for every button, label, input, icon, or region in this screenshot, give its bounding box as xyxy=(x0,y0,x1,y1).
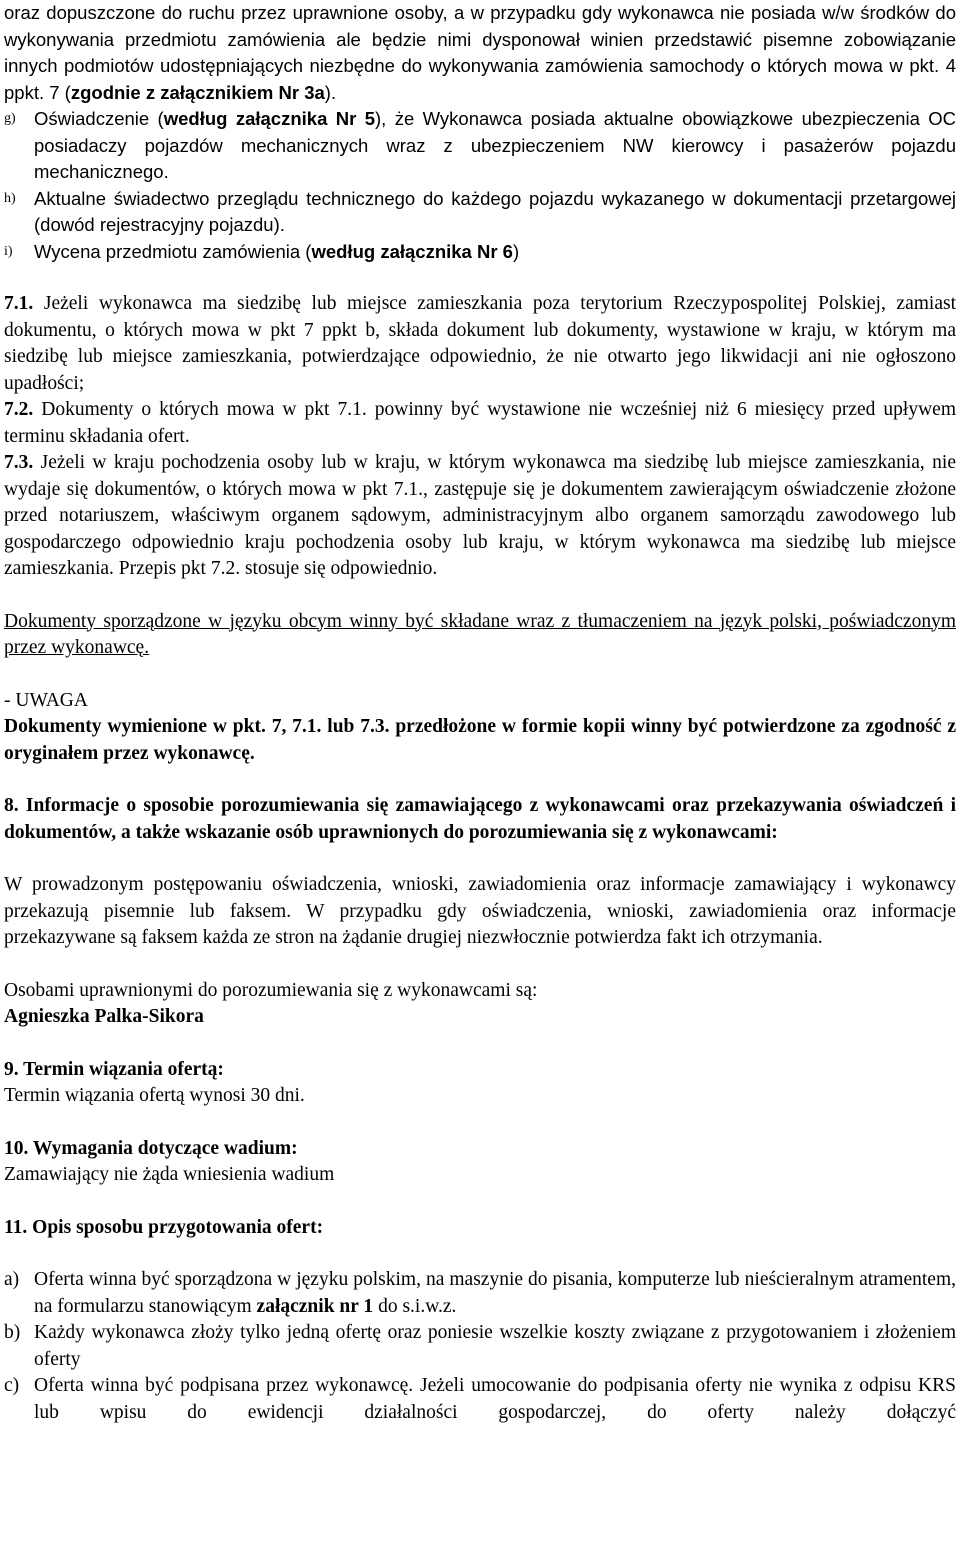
section-9-body: Termin wiązania ofertą wynosi 30 dni. xyxy=(4,1085,305,1106)
section-8-person: Agnieszka Palka-Sikora xyxy=(4,1006,204,1027)
list-item-text: Oświadczenie (według załącznika Nr 5), że Wykonawca posiada aktualne obowiązkowe ubezpieczenia OC posiadaczy pojazdów mechanicznych wraz z ubezpieczeniem NW kierowcy i pasażerów pojazdu mechanicznego. xyxy=(34,108,956,182)
list-item-text: Oferta winna być podpisana przez wykonawcę. Jeżeli umocowanie do podpisania oferty nie wynika z odpisu KRS lub wpisu do ewidencji działalności gospodarczej, do oferty należy dołączyć xyxy=(34,1375,956,1423)
section-8-heading: 8. Informacje o sposobie porozumiewania się zamawiającego z wykonawcami oraz przekazywania oświadczeń i dokumentów, a także wskazanie osób uprawnionych do porozumiewania się z wykonawcami: xyxy=(4,795,956,843)
list-item-11a xyxy=(4,1267,956,1320)
list-item-11c xyxy=(4,1373,956,1426)
section-9-heading: 9. Termin wiązania ofertą: xyxy=(4,1058,224,1080)
section-number: 7.2. xyxy=(4,399,34,420)
section-text: Dokumenty o których mowa w pkt 7.1. powinny być wystawione nie wcześniej niż 6 miesięcy przed upływem terminu składania ofert. xyxy=(4,399,956,447)
list-item-i xyxy=(4,239,956,266)
section-7-3 xyxy=(4,450,956,583)
list-marker: g) xyxy=(4,111,16,126)
translation-note: Dokumenty sporządzone w języku obcym winny być składane wraz z tłumaczeniem na język polski, poświadczonym przez wykonawcę. xyxy=(4,610,956,658)
list-marker: i) xyxy=(4,243,13,259)
list-marker: a) xyxy=(4,1269,20,1290)
attachment-ref: według załącznika Nr 5 xyxy=(163,108,375,129)
section-text: Jeżeli w kraju pochodzenia osoby lub w kraju, w którym wykonawca ma siedzibę lub miejsce zamieszkania, nie wydaje się dokumentów, o których mowa w pkt 7.1., zastępuje się je dokumentem zawierającym oświadczenie złożone przed notariuszem, właściwym organem sądowym, administracyjnym albo organem samorządu zawodowego lub gospodarczego odpowiednio kraju pochodzenia osoby lub kraju, w którym wykonawca ma siedzibę lub miejsce zamieszkania. Przepis pkt 7.2. stosuje się odpowiednio. xyxy=(4,452,956,579)
section-text: Jeżeli wykonawca ma siedzibę lub miejsce zamieszkania poza terytorium Rzeczypospolitej Polskiej, zamiast dokumentu, o których mowa w pkt 7 ppkt b, składa dokument lub dokumenty, wystawione w kraju, w którym ma siedzibę lub miejsce zamieszkania, potwierdzające odpowiednio, że nie otwarto jego likwidacji ani nie ogłoszono upadłości; xyxy=(4,293,956,394)
section-number: 7.3. xyxy=(4,452,34,473)
list-item-text: Wycena przedmiotu zamówienia (według załącznika Nr 6) xyxy=(34,240,520,262)
section-8-persons-label: Osobami uprawnionymi do porozumiewania się z wykonawcami są: xyxy=(4,979,538,1001)
list-item-text: Każdy wykonawca złoży tylko jedną ofertę oraz poniesie wszelkie koszty związane z przygotowaniem i złożeniem oferty xyxy=(34,1322,956,1370)
list-marker: c) xyxy=(4,1375,20,1396)
list-item-h xyxy=(4,186,956,239)
section-7-1 xyxy=(4,291,956,397)
intro-paragraph xyxy=(4,0,956,106)
section-7-2 xyxy=(4,397,956,450)
list-item-g xyxy=(4,106,956,186)
list-item-text: Oferta winna być sporządzona w języku polskim, na maszynie do pisania, komputerze lub nieścieralnym atramentem, na formularzu stanowiącym załącznik nr 1 do s.i.w.z. xyxy=(34,1269,956,1317)
list-item-text: Aktualne świadectwo przeglądu technicznego do każdego pojazdu wykazanego w dokumentacji przetargowej (dowód rejestracyjny pojazdu). xyxy=(34,187,956,235)
intro-attachment-ref: zgodnie z załącznikiem Nr 3a xyxy=(70,81,325,103)
uwaga-heading: - UWAGA xyxy=(4,689,88,711)
list-marker: b) xyxy=(4,1322,21,1343)
section-8-body: W prowadzonym postępowaniu oświadczenia, wnioski, zawiadomienia oraz informacje zamawiający i wykonawcy przekazują pisemnie lub faksem. W przypadku gdy oświadczenia, wnioski, zawiadomienia oraz informacje przekazywane są faksem każda ze stron na żądanie drugiej niezwłocznie potwierdza fakt ich otrzymania. xyxy=(4,874,956,948)
attachment-ref: według załącznika Nr 6 xyxy=(311,240,513,262)
intro-text: oraz dopuszczone do ruchu przez uprawnione osoby, a w przypadku gdy wykonawca nie posiada w/w środków do wykonywania przedmiotu zamówienia ale będzie nimi dysponował winien przedstawić pisemne zobowiązanie innych podmiotów udostępniających niezbędne do wykonywania zamówienia samochody o których mowa w pkt. 4 ppkt. 7 ( xyxy=(4,2,956,103)
section-number: 7.1. xyxy=(4,293,34,314)
section-10-body: Zamawiający nie żąda wniesienia wadium xyxy=(4,1164,335,1185)
uwaga-text: Dokumenty wymienione w pkt. 7, 7.1. lub 7.3. przedłożone w formie kopii winny być potwierdzone za zgodność z oryginałem przez wykonawcę. xyxy=(4,716,956,764)
list-marker: h) xyxy=(4,190,16,206)
section-10-heading: 10. Wymagania dotyczące wadium: xyxy=(4,1137,298,1159)
list-item-11b xyxy=(4,1320,956,1373)
attachment-ref: załącznik nr 1 xyxy=(256,1295,374,1317)
intro-end: ). xyxy=(324,81,337,103)
section-11-heading: 11. Opis sposobu przygotowania ofert: xyxy=(4,1216,324,1238)
